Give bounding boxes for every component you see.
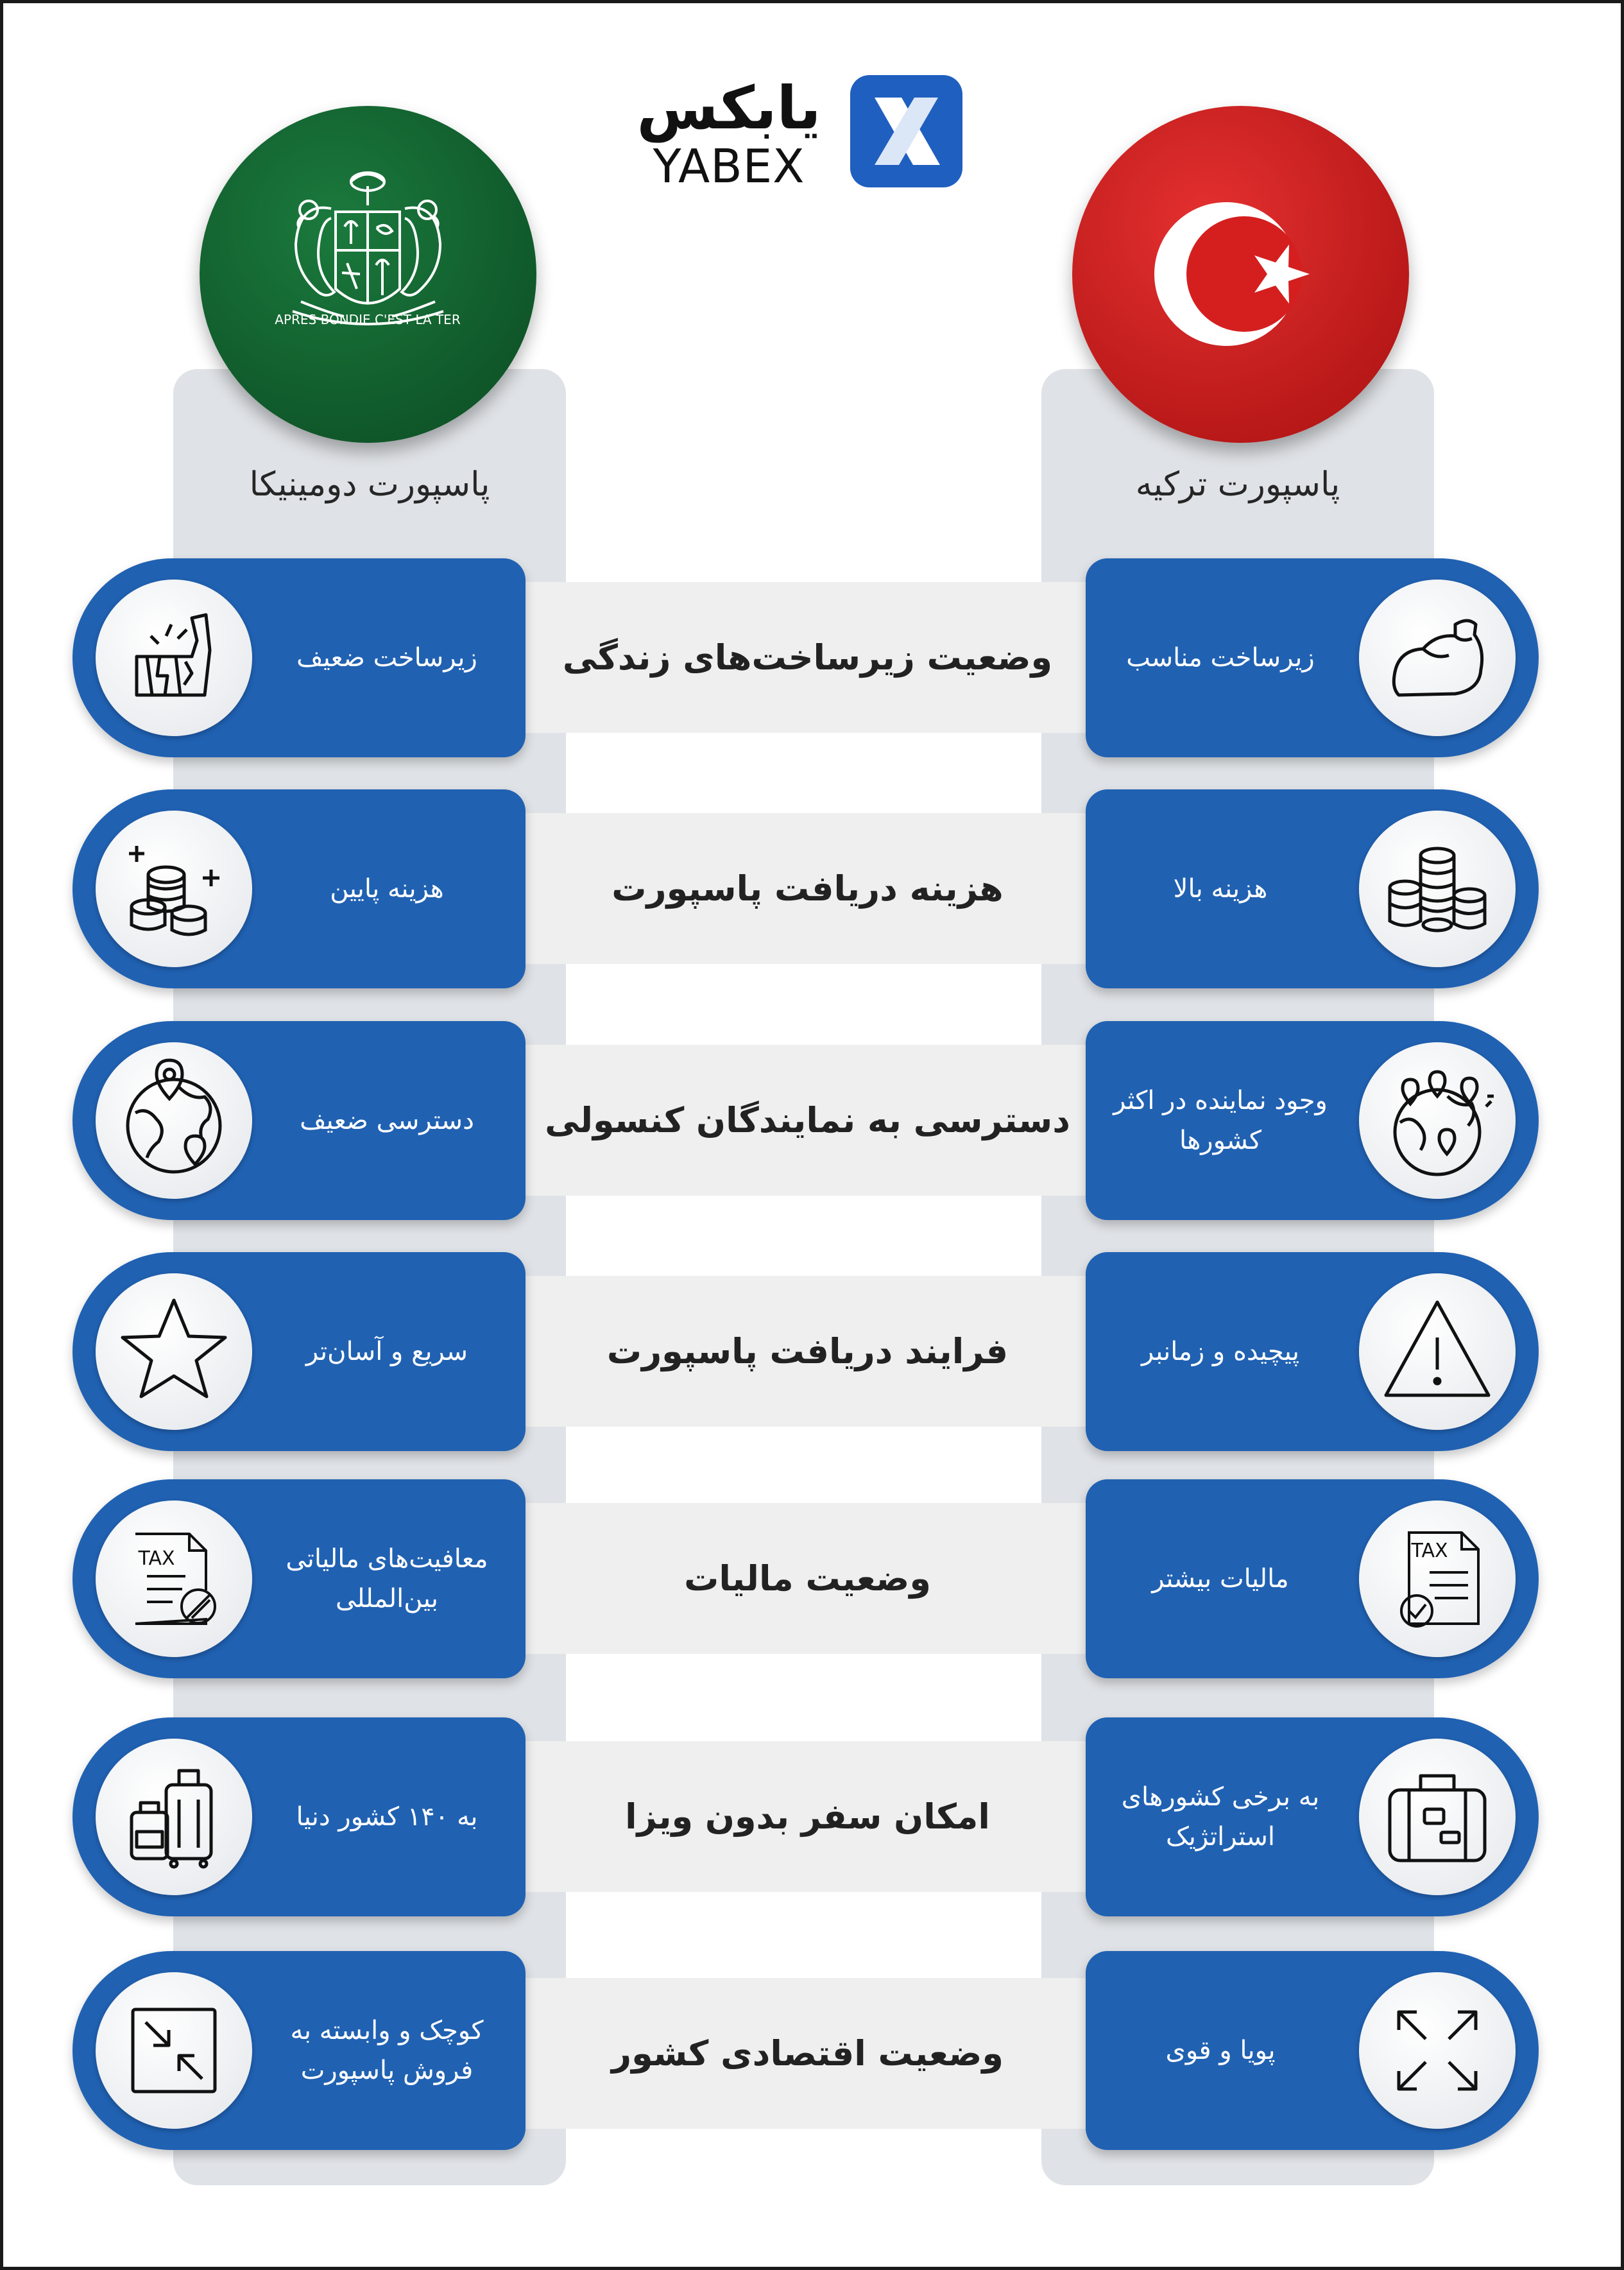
category-label: وضعیت مالیات <box>684 1558 931 1599</box>
category-label: امکان سفر بدون ویزا <box>625 1796 990 1837</box>
category-bar <box>495 1978 1120 2129</box>
strong-arm-icon <box>1359 580 1516 736</box>
category-label: دسترسی به نمایندگان کنسولی <box>545 1100 1070 1140</box>
dominica-item-text: سریع و آسان‌تر <box>305 1337 468 1366</box>
dominica-item-text: به ۱۴۰ کشور دنیا <box>296 1802 478 1832</box>
yabex-logo[interactable] <box>629 73 962 191</box>
tax-label: TAX <box>138 1547 175 1570</box>
turkey-item <box>1086 1021 1539 1220</box>
turkey-item-text: زیرساخت مناسب <box>1126 643 1315 673</box>
expand-arrows-icon <box>1359 1972 1516 2129</box>
tax-check-icon <box>1359 1500 1516 1657</box>
category-label: وضعیت زیرساخت‌های زندگی <box>562 637 1053 678</box>
many-coins-icon <box>1359 811 1516 967</box>
turkey-flag <box>1072 106 1409 443</box>
dominica-item-text: هزینه پایین <box>330 874 444 904</box>
turkey-item-text: به برخی کشورهای استراتژیک <box>1121 1782 1320 1852</box>
dominica-item <box>73 1021 526 1220</box>
category-bar <box>495 813 1120 964</box>
turkey-item <box>1086 1717 1539 1916</box>
category-label: فرایند دریافت پاسپورت <box>606 1331 1009 1371</box>
tax-label: TAX <box>1411 1540 1448 1562</box>
turkey-item <box>1086 1252 1539 1451</box>
globe-many-pins-icon <box>1359 1042 1516 1199</box>
logo-persian-name: یابکس <box>637 74 821 142</box>
dominica-item-text: زیرساخت ضعیف <box>296 643 477 673</box>
turkey-item <box>1086 1479 1539 1678</box>
dominica-item-text: کوچک و وابسته به فروش پاسپورت <box>290 2016 484 2085</box>
dominica-motto: APRES BONDIE C'EST LA TER <box>275 312 461 327</box>
dominica-item <box>73 1479 526 1678</box>
category-bar <box>495 1741 1120 1892</box>
turkey-item-text: پویا و قوی <box>1165 2036 1276 2065</box>
warning-icon <box>1359 1273 1516 1430</box>
category-bar <box>495 582 1120 733</box>
globe-few-pins-icon <box>96 1042 252 1199</box>
turkey-item-text: پیچیده و زمانبر <box>1141 1337 1299 1366</box>
turkey-item <box>1086 1951 1539 2150</box>
dominica-item <box>73 1252 526 1451</box>
category-bar <box>495 1503 1120 1654</box>
turkey-item-text: مالیات بیشتر <box>1152 1564 1289 1594</box>
logo-english-name: YABEX <box>653 139 805 193</box>
star-icon <box>96 1273 252 1430</box>
dominica-item-text: دسترسی ضعیف <box>300 1106 474 1135</box>
turkey-item-text: هزینه بالا <box>1173 874 1268 904</box>
dominica-column-title: پاسپورت دومینیکا <box>249 465 490 504</box>
dominica-item <box>73 789 526 988</box>
dominica-item <box>73 1717 526 1916</box>
dominica-item-text: معافیت‌های مالیاتی بین‌المللی <box>286 1544 488 1613</box>
turkey-item <box>1086 558 1539 757</box>
category-bar <box>495 1276 1120 1427</box>
few-coins-icon <box>96 811 252 967</box>
dominica-emblem <box>200 106 536 443</box>
logo-x-mark-icon <box>850 75 962 187</box>
luggage-icon <box>96 1739 252 1895</box>
tax-exempt-icon <box>96 1500 252 1657</box>
category-label: وضعیت اقتصادی کشور <box>611 2033 1004 2074</box>
suitcase-icon <box>1359 1739 1516 1895</box>
shrink-arrows-icon <box>96 1972 252 2129</box>
broken-arm-icon <box>96 580 252 736</box>
dominica-item <box>73 1951 526 2150</box>
turkey-column-title: پاسپورت ترکیه <box>1135 465 1340 504</box>
turkey-item-text: وجود نماینده در اکثر کشورها <box>1113 1086 1328 1155</box>
category-label: هزینه دریافت پاسپورت <box>611 868 1004 909</box>
turkey-item <box>1086 789 1539 988</box>
dominica-item <box>73 558 526 757</box>
category-bar <box>495 1045 1120 1196</box>
